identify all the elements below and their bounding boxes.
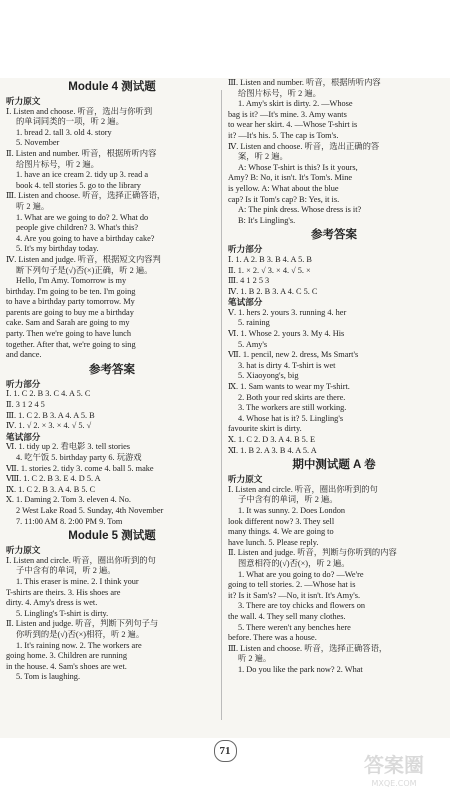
module4-text-line: 的单词同类的一项，听 2 遍。	[16, 117, 124, 127]
module5-text-line: going home. 3. Children are running	[6, 651, 127, 661]
module5-text-line: it? —It's his. 5. The cap is Tom's.	[228, 130, 339, 140]
module4-text-line: 1. have an ice cream 2. tidy up 3. read a	[16, 170, 149, 180]
module5-text-line: Ⅱ. Listen and judge. 听音，判断下列句子与	[6, 619, 159, 629]
module5-answer-line: 笔试部分	[228, 297, 263, 308]
midterm-text-line: Ⅲ. Listen and choose. 听音，选择正确答语，	[228, 643, 388, 653]
module4-answer-line: 笔试部分	[6, 431, 41, 442]
module4-text-line: to have a birthday party tomorrow. My	[6, 297, 135, 307]
midterm-text-line: 5. There weren't any benches here	[238, 622, 351, 632]
module5-text-line: 5. Lingling's T-shirt is dirty.	[16, 608, 109, 618]
module4-text-line: party. Then we're going to have lunch	[6, 329, 131, 339]
module5-answer-line: 5. Xiaoyong's, big	[238, 371, 299, 381]
module4-text-line: together. After that, we're going to sing	[6, 339, 136, 349]
module4-text-line: Ⅰ. Listen and choose. 听音，选出与你听到	[6, 106, 153, 116]
midterm-text-line: the wall. 4. They sell many clothes.	[228, 611, 346, 621]
page-number: 71	[205, 740, 245, 760]
midterm-text-line: 子中含有的单词，听 2 遍。	[238, 495, 338, 505]
module5-answer-line: Ⅵ. 1. Whose 2. yours 3. My 4. His	[228, 329, 345, 339]
module5-answer-line: Ⅲ. 4 1 2 5 3	[228, 276, 270, 286]
module5-text-line: A: Whose T-shirt is this? Is it yours,	[238, 162, 358, 172]
module5-text-line: Ⅳ. Listen and choose. 听音，选出正确的答	[228, 141, 380, 151]
module4-answer-line: Ⅵ. 1. tidy up 2. 看电影 3. tell stories	[6, 442, 131, 452]
module5-text-line: 1. This eraser is mine. 2. I think your	[16, 576, 139, 586]
midterm-text-line: 图意相符的(√)否(×)，听 2 遍。	[238, 558, 350, 568]
module5-answer-line: 4. Whose hat is it? 5. Lingling's	[238, 413, 344, 423]
module4-answer-line: Ⅸ. 1. C 2. B 3. A 4. B 5. C	[6, 484, 96, 494]
module4-answer-line: Ⅰ. 1. C 2. B 3. C 4. A 5. C	[6, 389, 91, 399]
module5-text-line: 1. It's raining now. 2. The workers are	[16, 640, 142, 650]
module4-text-line: 5. November	[16, 138, 60, 148]
midterm-text-line: 1. It was sunny. 2. Does London	[238, 505, 346, 515]
module4-text-line: cake. Sam and Sarah are going to my	[6, 318, 130, 328]
module5-text-line: B: It's Lingling's.	[238, 215, 296, 225]
midterm-text-line: 1. Do you like the park now? 2. What	[238, 664, 363, 674]
module5-text-line: A: The pink dress. Whose dress is it?	[238, 205, 362, 215]
watermark-url: MXQE.COM	[371, 779, 417, 788]
module5-answer-line: Ⅸ. 1. Sam wants to wear my T-shirt.	[228, 382, 350, 392]
module5-answer-line: Ⅰ. 1. A 2. B 3. B 4. A 5. B	[228, 254, 312, 264]
midterm-text-line: have lunch. 5. Please reply.	[228, 537, 319, 547]
module4-answer-line: Ⅱ. 3 1 2 4 5	[6, 400, 45, 410]
midterm-text-line: 1. What are you going to do? —We're	[238, 569, 364, 579]
module4-answer-line: 7. 11:00 AM 8. 2:00 PM 9. Tom	[16, 516, 123, 526]
watermark-text: 答案圈	[364, 753, 424, 777]
module5-text-line: in the house. 4. Sam's shoes are wet.	[6, 661, 127, 671]
module5-answer-line: 3. hat is dirty 4. T-shirt is wet	[238, 360, 336, 370]
module5-text-line: 子中含有的单词，听 2 遍。	[16, 566, 116, 576]
module4-text-line: Hello, I'm Amy. Tomorrow is my	[16, 276, 127, 286]
module5-answer-line: 3. The workers are still working.	[238, 403, 347, 413]
module5-answer-line: Ⅳ. 1. B 2. B 3. A 4. C 5. C	[228, 286, 318, 296]
module4-text-line: 听 2 遍。	[16, 201, 50, 211]
module5-text-line: 给图片标号，听 2 遍。	[238, 88, 321, 98]
module5-text-line: Ⅰ. Listen and circle. 听音，圈出你听到的句	[6, 555, 156, 565]
module4-text-line: 4. Are you going to have a birthday cake?	[16, 233, 155, 243]
module4-text-line: Ⅲ. Listen and choose. 听音，选择正确答语，	[6, 191, 166, 201]
module4-listening-text	[6, 96, 218, 361]
module4-answer-line: Ⅲ. 1. C 2. B 3. A 4. A 5. B	[6, 410, 95, 420]
module5-answers-title: 参考答案	[311, 229, 357, 242]
midterm-text-line: Ⅱ. Listen and judge. 听音，判断与你听到的内容	[228, 548, 397, 558]
module5-text-line: 你听到的是(√)否(×)相符，听 2 遍。	[16, 629, 145, 639]
module5-text-line: dirty. 4. Amy's dress is wet.	[6, 598, 98, 608]
column-divider	[221, 90, 222, 720]
module5-answer-line: Ⅺ. 1. B 2. A 3. B 4. A 5. A	[228, 445, 317, 455]
module4-text-line: and dance.	[6, 350, 42, 360]
module4-text-line: 5. It's my birthday today.	[16, 244, 99, 254]
module5-text-line: to wear her skirt. 4. —Whose T-shirt is	[228, 120, 358, 130]
module5-answer-line: Ⅹ. 1. C 2. D 3. A 4. B 5. E	[228, 435, 316, 444]
module5-text-line: 案，听 2 遍。	[238, 152, 288, 162]
midterm-text-line: Ⅰ. Listen and circle. 听音，圈出你听到的句	[228, 484, 378, 494]
midterm-text-line: 3. There are toy chicks and flowers on	[238, 601, 366, 611]
module4-text-line: people give children? 3. What's this?	[16, 223, 139, 233]
module5-answer-line: 5. Amy's	[238, 339, 268, 349]
module4-text-line: 听力原文	[6, 96, 41, 106]
module5-text-line: 听力原文	[6, 545, 41, 556]
module4-answers-title: 参考答案	[89, 363, 135, 376]
module5-answer-line: 听力部分	[228, 244, 263, 255]
module5-text-line: 1. Amy's skirt is dirty. 2. —Whose	[238, 99, 353, 109]
midterm-text-line: before. There was a house.	[228, 633, 317, 643]
module5-title: Module 5 测试题	[68, 530, 156, 543]
module5-answer-line: Ⅱ. 1. × 2. √ 3. × 4. √ 5. ×	[228, 265, 311, 275]
module5-listening-text-continued	[228, 78, 440, 226]
module4-text-line: 断下列句子是(√)否(×)正确，听 2 遍。	[16, 265, 153, 275]
module5-text-line: is yellow. A: What about the blue	[228, 183, 339, 193]
watermark-logo	[344, 746, 444, 792]
module5-answer-line: 2. Both your red skirts are there.	[238, 392, 346, 402]
module5-answer-line: Ⅴ. 1. hers 2. yours 3. running 4. her	[228, 307, 347, 317]
module5-text-line: T-shirts are theirs. 3. His shoes are	[6, 587, 121, 597]
module4-text-line: Ⅳ. Listen and judge. 听音，根据短文内容判	[6, 254, 161, 264]
module4-title: Module 4 测试题	[68, 81, 156, 93]
module5-answer-line: 5. raining	[238, 318, 270, 328]
module4-answer-line: Ⅹ. 1. Daming 2. Tom 3. eleven 4. No.	[6, 495, 131, 505]
right-column	[228, 78, 440, 675]
module5-text-line: cap? Is it Tom's cap? B: Yes, it is.	[228, 194, 340, 204]
module4-text-line: book 4. tell stories 5. go to the library	[16, 180, 141, 190]
module4-answer-line: 4. 吃午饭 5. birthday party 6. 玩游戏	[16, 453, 142, 462]
module4-answer-line: Ⅷ. 1. C 2. B 3. E 4. D 5. A	[6, 474, 101, 484]
textbook-page	[0, 78, 450, 738]
module5-listening-text	[6, 545, 218, 683]
module4-text-line: 1. bread 2. tall 3. old 4. story	[16, 127, 112, 137]
module4-answer-line: Ⅳ. 1. √ 2. × 3. × 4. √ 5. √	[6, 421, 92, 431]
module4-answer-line: Ⅶ. 1. stories 2. tidy 3. come 4. ball 5. make	[6, 463, 154, 473]
midterm-text-line: 听力原文	[228, 474, 263, 485]
module4-text-line: 1. What are we going to do? 2. What do	[16, 212, 149, 222]
midterm-listening-text	[228, 474, 440, 675]
midterm-text-line: 听 2 遍。	[238, 654, 272, 664]
module4-answers	[6, 379, 218, 527]
module4-text-line: Ⅱ. Listen and number. 听音，根据所听内容	[6, 148, 157, 158]
midterm-text-line: many things. 4. We are going to	[228, 527, 334, 537]
module5-answers	[228, 244, 440, 456]
module5-answer-line: favourite skirt is dirty.	[228, 424, 302, 434]
midterm-text-line: it? Is it Sam's? —No, it isn't. It's Amy's.	[228, 590, 361, 600]
module4-text-line: birthday. I'm going to be ten. I'm going	[6, 286, 136, 296]
module5-text-line: 5. Tom is laughing.	[16, 672, 81, 682]
midterm-text-line: look different now? 3. They sell	[228, 516, 335, 526]
midterm-test-title: 期中测试题 A 卷	[292, 459, 376, 472]
left-column	[6, 78, 218, 683]
module4-answer-line: 2 West Lake Road 5. Sunday, 4th November	[16, 505, 164, 515]
module4-text-line: 给图片标号，听 2 遍。	[16, 159, 99, 169]
module5-text-line: Ⅲ. Listen and number. 听音，根据所听内容	[228, 78, 381, 87]
midterm-text-line: going to tell stories. 2. —Whose hat is	[228, 580, 356, 590]
module4-text-line: parents are going to buy me a birthday	[6, 307, 134, 317]
module5-text-line: bag is it? —It's mine. 3. Amy wants	[228, 109, 347, 119]
module4-answer-line: 听力部分	[6, 378, 41, 389]
module5-answer-line: Ⅶ. 1. pencil, new 2. dress, Ms Smart's	[228, 350, 359, 360]
module5-text-line: Amy? B: No, it isn't. It's Tom's. Mine	[228, 173, 353, 183]
